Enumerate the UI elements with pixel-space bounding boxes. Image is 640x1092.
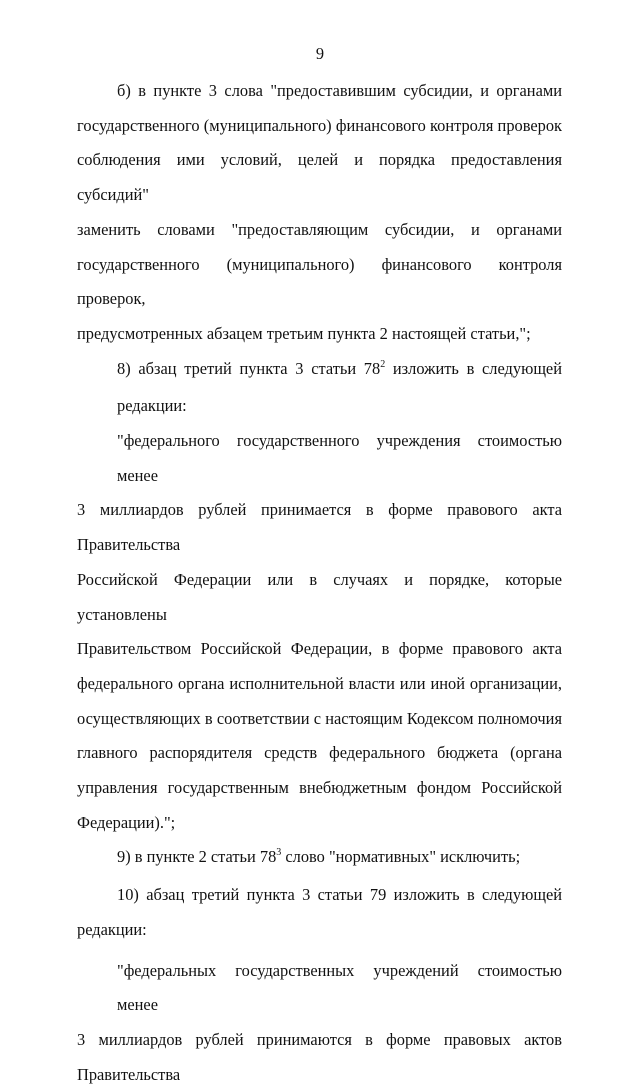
text-line: 10) абзац третий пункта 3 статьи 79 изложить в следующей: [117, 885, 562, 905]
paragraph-9-text-end: слово "нормативных" исключить;: [281, 847, 521, 867]
paragraph-8: [77, 352, 562, 424]
text-line: Федерации).";: [77, 812, 176, 832]
text-line: редакции:: [77, 919, 147, 939]
text-line: 3 миллиардов рублей принимаются в форме правовых актов Правительства: [77, 1029, 562, 1084]
text-line: Правительством Российской Федерации, в форме правового акта: [77, 639, 562, 659]
text-line: управления государственным внебюджетным фондом Российской: [77, 778, 562, 798]
text-line: главного распорядителя средств федерального бюджета (органа: [77, 743, 562, 763]
document-body: [77, 74, 562, 1092]
paragraph-b: [77, 74, 562, 352]
text-line: соблюдения ими условий, целей и порядка предоставления субсидий": [77, 150, 562, 205]
text-line: заменить словами "предоставляющим субсидии, и органами: [77, 219, 562, 239]
text-line: "федерального государственного учреждения стоимостью менее: [117, 431, 562, 485]
paragraph-9: [77, 840, 562, 878]
text-line: государственного (муниципального) финансового контроля проверок: [77, 115, 562, 135]
text-line: "федеральных государственных учреждений стоимостью менее: [117, 960, 562, 1015]
text-line: осуществляющих в соответствии с настоящим Кодексом полномочия: [77, 708, 562, 728]
text-line: 3 миллиардов рублей принимается в форме правового акта Правительства: [77, 500, 562, 555]
paragraph-10: [77, 878, 562, 947]
superscript: 3: [276, 847, 282, 859]
quote-paragraph-2: [77, 954, 562, 1092]
quote-paragraph-1: [77, 424, 562, 840]
text-line: Российской Федерации или в случаях и порядке, которые установлены: [77, 569, 562, 624]
paragraph-8-text-end: изложить в следующей редакции:: [117, 358, 562, 416]
text-line: государственного (муниципального) финансового контроля проверок,: [77, 254, 562, 309]
page-number: 9: [315, 44, 325, 63]
text-line: федерального органа исполнительной власти или иной организации,: [77, 673, 562, 693]
paragraph-8-text: 8) абзац третий пункта 3 статьи 78: [117, 358, 381, 378]
text-line: б) в пункте 3 слова "предоставившим субсидии, и органами: [117, 81, 562, 100]
superscript: 2: [380, 358, 386, 370]
text-line: предусмотренных абзацем третьим пункта 2 настоящей статьи,";: [77, 323, 531, 343]
paragraph-9-text: 9) в пункте 2 статьи 78: [117, 847, 277, 867]
